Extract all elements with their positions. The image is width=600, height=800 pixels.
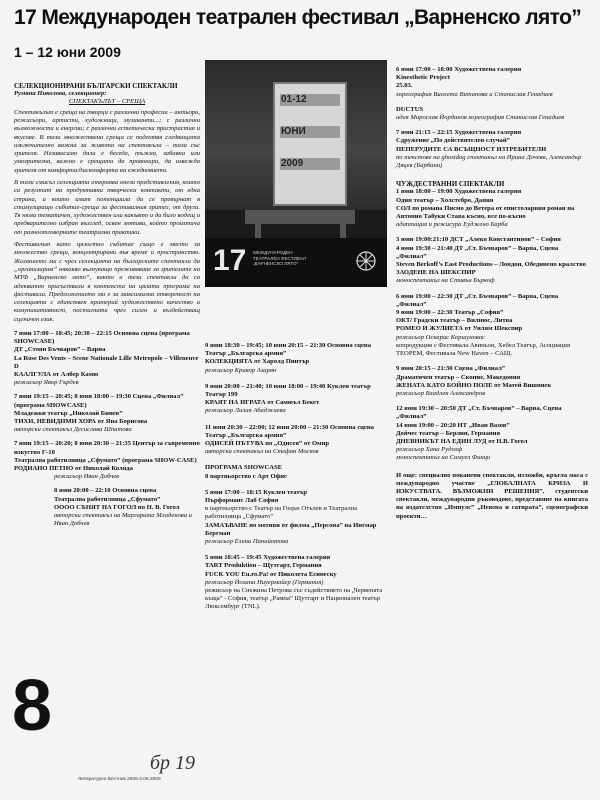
- event-time: 3 юни 19:00:21:10 ДСТ „Алеко Константинов” – София: [396, 236, 561, 244]
- event-company: ОКТ/ Градски театър – Вилнюс, Литва: [396, 317, 513, 325]
- event-credit: авторски спектакъл на Стефан Москов: [205, 448, 319, 456]
- event-company: Один театър – Холстебро, Дания: [396, 196, 494, 204]
- event-time: 1 юни 18:00 – 19:00 Художествена галерия: [396, 188, 522, 196]
- section-heading-bulgarian: СЕЛЕКЦИОНИРАНИ БЪЛГАРСКИ СПЕКТАКЛИ: [14, 82, 178, 90]
- event-title: ТИХИ, НЕВИДИМИ ХОРА от Яна Борисова: [14, 418, 148, 426]
- poster-caption-line: МЕЖДУНАРОДЕН: [253, 250, 293, 255]
- event-credit: авторски спектакъл на Маргарита Младенова и Иван Добчев: [54, 512, 192, 528]
- poster-bench-leg: [340, 224, 346, 238]
- event-credit: по текстове на ghostdog спектакъл на Ирина Дочева, Александър Дяцев (Барбани): [396, 153, 582, 170]
- poster-bench-leg: [255, 224, 261, 238]
- event-entry: [14, 487, 200, 528]
- event-partner: в партньорство с Театър на Гоцън Отълев и Театрална работилница „Сфумато”: [205, 505, 358, 521]
- closing-note: И още: специално поканени спектакли, изложби, кръгла маса с международно участие „ГЛОБАЛНАТА КРИЗА И ИЗКУСТВАТА. ВЪЗМОЖНИ РЕШЕНИЯ”, студентски спектакли, международни ръководове, представяне на книгата на издателство „Импулс” „Невена и сатирата”, сценографски проекти…: [396, 471, 588, 520]
- event-credit: идея Мирослав Йорданов хореография Станислав Генадиев: [396, 114, 565, 122]
- event-entry: [205, 489, 391, 546]
- event-title: КОЛЕКЦИЯТА от Харолд Пинтър: [205, 358, 310, 366]
- event-company: Театър 199: [205, 391, 238, 399]
- event-time: 5 юни 17:00 – 18:15 Куклен театър: [205, 488, 308, 496]
- poster-number: 17: [213, 244, 247, 277]
- selector-name: Румяна Николова, селекционер:: [14, 90, 107, 98]
- event-company: Театрална работилница „Сфумато” (програма SHOW-CASE): [14, 456, 197, 464]
- event-entry: [205, 424, 391, 457]
- event-entry: [396, 405, 588, 462]
- event-company: Театър „Българска армия”: [205, 431, 287, 439]
- event-entry: [205, 342, 391, 375]
- poster-sign-line-1: 01-12: [281, 94, 307, 105]
- event-company: Драматичен театър – Скопие, Македония: [396, 373, 521, 381]
- festival-logo-icon: [355, 250, 377, 272]
- page-title: 17 Международен театрален фестивал „Варненско лято”: [14, 6, 582, 29]
- event-company: Сдружение „По действителен случай”: [396, 137, 510, 145]
- event-time: 7 юни 17:00 – 18:45; 20:30 – 22:15 Основна сцена (програма SHOWCASE): [14, 330, 190, 346]
- event-title: ЗАМАЪВАНЕ по мотиви от филма „Персона” на Ингмар Бергман: [205, 521, 377, 537]
- poster-caption: [253, 250, 343, 267]
- event-note: копродукция с Фестивала Авиньон, Хебел Театър, Асоциация ТЕОРЕМ, Фестивала New Haven – САЩ.: [396, 341, 570, 358]
- event-entry: [14, 330, 200, 387]
- event-entry: [396, 236, 588, 285]
- event-entry: [396, 365, 588, 398]
- event-time: 14 юни 19:00 – 20:20 НТ „Иван Вазов”: [396, 421, 510, 429]
- event-time: 9 юни 20:00 – 21:40; 10 юни 18:00 – 19:40 Куклен театър: [205, 382, 371, 390]
- event-time: 6 юни 19:00 – 22:30 ДТ „Ст. Бъчваров” – Варна, Сцена „Филиал”: [396, 292, 559, 308]
- event-credit: режисьор Иван Добчев: [54, 473, 120, 481]
- event-title: ЗАОДЕНЕ НА ШЕКСПИР: [396, 269, 476, 277]
- event-time: 11 юни 20:30 – 22:00; 12 юни 20:00 – 21:30 Основна сцена: [205, 423, 374, 431]
- event-credit: адаптация и режисура Еуджено Барба: [396, 221, 508, 229]
- event-time: 6 юни 17:00 – 18:00 Художествена галерия: [396, 66, 522, 73]
- event-entry: [14, 440, 200, 481]
- festival-poster-image: [205, 60, 387, 287]
- event-time: 8 юни 20:00 – 22:10 Основна сцена: [54, 487, 157, 495]
- program-heading: ПРОГРАМА SHOWCASE: [205, 464, 283, 472]
- event-company: Театрална работилница „Сфумато”: [54, 495, 161, 503]
- section-heading-foreign: ЧУЖДЕСТРАННИ СПЕКТАКЛИ: [396, 180, 505, 189]
- event-credit: режисьор Владлен Александров: [396, 389, 486, 397]
- event-time: 5 юни 18:45 – 19:45 Художествена галерия: [205, 554, 331, 562]
- event-entry: [396, 129, 588, 170]
- event-title: DUCTUS: [396, 105, 424, 113]
- event-company: Пърформанс Лаб София: [205, 497, 279, 505]
- event-partner: режисьор на Снежина Петрова със съдействието на „Червената къща” - София, театър „Рампа” Щутгарт и Национален театър Люксембург (TNL).: [205, 587, 383, 611]
- event-credit: режисьор Крикор Азарян: [205, 366, 277, 374]
- event-title: ДНЕВНИКЪТ НА ЕДИН ЛУД от Н.В. Гогол: [396, 437, 528, 445]
- event-title: ОДИСЕЙ ПЪТУВА по „Одисея” от Омир: [205, 440, 330, 448]
- event-credit: моноспектакъл на Стивън Бъркоф: [396, 277, 495, 285]
- event-time: 12 юни 19:30 – 20:50 ДТ „Ст. Бъчваров” – Варна, Сцена „Филиал”: [396, 405, 562, 421]
- event-entry: [205, 554, 391, 611]
- event-company: ДТ „Стоян Бъчваров” – Варна: [14, 346, 106, 354]
- event-entry: [396, 188, 588, 229]
- event-title: FUCK YOU Eu.ro.Pa! от Николета Есинеску: [205, 570, 337, 578]
- poster-sign-panel: [273, 82, 347, 206]
- event-company: Steven Berkoff’s East Productions – Лондон, Обединено кралство: [396, 261, 586, 269]
- event-time: 4 юни 19:30 – 21:40 ДТ „Ст. Бъчваров” – Варна, Сцена „Филиал”: [396, 244, 559, 260]
- page-number-large: 8: [12, 666, 53, 746]
- middle-column: [205, 342, 391, 612]
- poster-caption-line: ТЕАТРАЛЕН ФЕСТИВАЛ: [253, 255, 306, 261]
- poster-bench: [245, 210, 355, 224]
- event-title: РОМЕО И ЖУЛИЕТА от Уилям Шекспир: [396, 325, 523, 333]
- event-title: РОДИАНО ПЕТНО от Николай Коляда: [14, 465, 133, 473]
- event-time: 7 юни 19:15 – 20:45; 8 юни 18:00 – 19:30 Сцена „Филиал” (програма SHOWCASE): [14, 393, 184, 409]
- essay-subtitle: СПЕКТАКЪЛЪТ – СРЕЩА: [68, 98, 146, 106]
- event-company: TART Produktion – Щутгарт, Германия: [205, 562, 322, 570]
- event-title: КААЛГУЛА от Албер Камю: [14, 371, 99, 379]
- event-company: Младежки театър „Николай Бинев”: [14, 409, 123, 417]
- event-time: 7 юни 21:15 – 22:15 Художествена галерия: [396, 129, 522, 137]
- event-credit: режисьор Йохана Ниуермайер (Германия): [205, 578, 324, 586]
- event-credit: режисьор Оскарас Коршуновас: [396, 333, 485, 341]
- event-title: 25.03.: [396, 82, 413, 90]
- event-entry: [396, 106, 588, 122]
- event-entry: [205, 464, 391, 480]
- event-credit: авторски спектакъл Десислава Шпатова: [14, 426, 132, 434]
- handwritten-note: бр 19: [150, 752, 196, 774]
- left-column: [14, 82, 200, 529]
- event-time: 9 юни 18:30 – 19:45; 10 юни 20:15 – 21:30 Основна сцена: [205, 342, 372, 349]
- event-credit: режисьор Хана Рудолф: [396, 446, 463, 454]
- event-credit: режисьор Лилия Абаджиева: [205, 407, 286, 415]
- event-credit: хореография Виолета Витанова и Станислав Генадиев: [396, 90, 553, 98]
- event-time: 7 юни 19:15 – 20:20; 8 юни 20:30 – 21:35 Център за съвременно изкуство Г-10: [14, 440, 200, 456]
- event-credit: режисьор Явор Гърдев: [14, 379, 79, 387]
- poster-sign-line-2: ЮНИ: [281, 126, 306, 137]
- event-time: 9 юни 20:15 – 21:30 Сцена „Филиал”: [396, 365, 506, 373]
- event-credit: режисьор Елена Панайотова: [205, 538, 289, 546]
- event-note: моноспектакъл на Самуел Финци: [396, 454, 491, 462]
- essay-paragraph: Спектакълът е среща на творци с различни професии – актьори, режисьори, артисти, художници, музиканти...; с различни възможности и енергии; с различни естетически пристрастия и вкусове. В тази множествена среща се подготвя следващата изключително важна за живота на спектакъла – тази със зрителя. Независимо дали е беседа, тъжна, забавна или умозрителна, важно е срещата да провокира, да извежда зрителя от комфорта/дискомфорта на ежедневието.: [14, 108, 200, 174]
- event-title: ЖЕНАТА КАТО БОЙНО ПОЛЕ от Матей Вишниек: [396, 381, 552, 389]
- event-entry: [205, 383, 391, 416]
- essay-paragraph: Фестивалът като цялостно събитие също е място за множество срещи, концентрирани във време и пространство. Желанието ми с чрез селекцията на българските спектакли да „организирам” някакво вълнуващо преживяване за зрителите на МТФ „Варненско лято”, както и тези спектакли да са адекватно присъствали в контекста на цялата програма на фестивала. Предложението ми е за максимална отвореност на селекцията с единствен критерий художествено качество и комуникативност, постигнати чрез силен и въздействащ сценичен език.: [14, 241, 200, 323]
- event-entry: [396, 293, 588, 359]
- event-title: КРАЯТ НА ИГРАТА от Самюъл Бекет: [205, 399, 320, 407]
- poster-caption-line: „ВАРНЕНСКО ЛЯТО”: [253, 261, 299, 267]
- event-title: СОЛ по романа Писмо до Ветера от епистоларния роман на Антонио Табуки Става късно, все по-късно: [396, 204, 575, 221]
- program-partner: 8 партньорство с Арт Офис: [205, 472, 287, 480]
- source-note: Литературен Вестник 2505-2.06.2009: [78, 777, 161, 782]
- event-company: Театър „Българска армия”: [205, 350, 287, 358]
- event-title: ПЕПЕРУДИТЕ СА ВСЪЩНОСТ ИЗТРЕБИТЕЛИ: [396, 145, 547, 153]
- right-column: [396, 66, 588, 521]
- event-title: ОООО СЪНЯТ НА ГОГОЛ по Н. В. Гогол: [54, 503, 180, 511]
- event-entry: [14, 393, 200, 434]
- event-company: Kinesthetic Project: [396, 74, 450, 82]
- event-entry: [396, 66, 588, 99]
- essay-paragraph: В тази смисъл селекцията откроява онези представления, които са резултат на продуктивни творчески контакти, от една страна, и които имат потенциала да се превърнат в стимулиращо събитие-среща за фестивалния зрител, от друга. Тя няма тематичен, художествен или какъвто и да било водещ и предварително избран възглед, освен мотива, който произтича от разноотговорните театрални практики.: [14, 178, 200, 236]
- poster-sign-line-3: 2009: [281, 158, 304, 169]
- festival-dates: 1 – 12 юни 2009: [14, 44, 121, 60]
- event-time: 9 юни 19:00 – 22:30 Театър „София”: [396, 309, 504, 317]
- event-partner: La Rose Des Vents – Scene Nationale Lille Metropole – Villeneuve D: [14, 354, 199, 370]
- event-company: Дойчес театър – Берлин, Германия: [396, 429, 501, 437]
